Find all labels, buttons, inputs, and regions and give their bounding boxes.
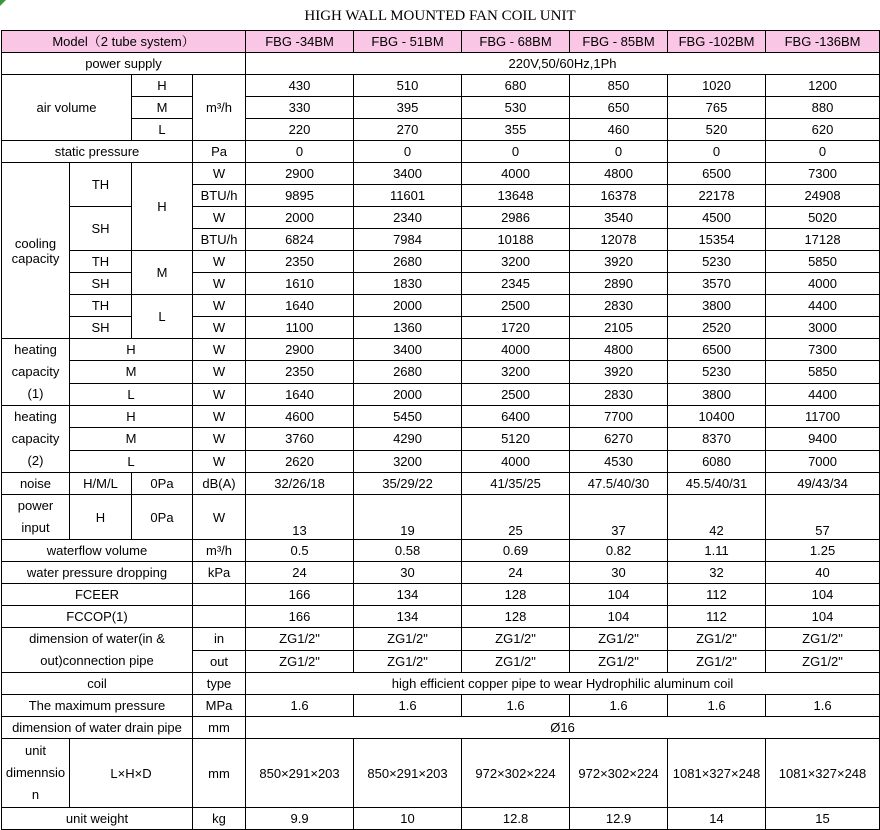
value-cell: 2900 [246,339,354,361]
value-cell: 6080 [668,450,766,472]
level-label: H [70,406,193,428]
value-cell: 3400 [354,163,462,185]
unit-label: BTU/h [193,229,246,251]
value-cell: 3760 [246,428,354,450]
value-cell: 1081×327×248 [668,739,766,808]
value-cell: 3920 [570,361,668,383]
value-cell: 1640 [246,383,354,405]
value-cell: 8370 [668,428,766,450]
value-cell: 2340 [354,207,462,229]
cell-line: capacity [11,250,60,266]
level-label: L×H×D [70,739,193,808]
level-label: M [132,251,193,295]
unit-label: out [193,650,246,673]
value-cell: 49/43/34 [766,473,880,495]
value-cell: 680 [462,75,570,97]
value-cell: 2500 [462,295,570,317]
level-label: L [132,295,193,339]
row-label [2,163,70,339]
value-cell: 850 [570,75,668,97]
value-cell: 1200 [766,75,880,97]
value-cell: 1100 [246,317,354,339]
level-label: L [70,450,193,472]
value-cell: 5020 [766,207,880,229]
value-cell: 220V,50/60Hz,1Ph [246,53,880,75]
row-fccop [2,606,880,628]
value-cell: 972×302×224 [462,739,570,808]
value-cell: 4000 [766,273,880,295]
value-cell: 30 [570,562,668,584]
value-cell: 166 [246,584,354,606]
value-cell: 4000 [462,163,570,185]
value-cell: 1640 [246,295,354,317]
value-cell: 1.11 [668,540,766,562]
value-cell: 2830 [570,383,668,405]
value-cell: 4800 [570,163,668,185]
type-label: TH [70,251,132,273]
level-label: H/M/L [70,473,132,495]
row-label [2,406,70,473]
value-cell: 0 [246,141,354,163]
unit-label: mm [193,739,246,808]
value-cell: 12.9 [570,808,668,830]
value-cell: 3200 [462,361,570,383]
unit-label: W [193,383,246,405]
row-cool-th-l [2,295,880,317]
row-heat1-l [2,383,880,405]
value-cell: 0.82 [570,540,668,562]
value-cell: 355 [462,119,570,141]
unit-label: m³/h [193,540,246,562]
value-cell: 5120 [462,428,570,450]
row-label: waterflow volume [2,540,193,562]
value-cell: 2105 [570,317,668,339]
value-cell: 166 [246,606,354,628]
value-cell: 0.58 [354,540,462,562]
unit-label: W [193,495,246,540]
value-cell: 9895 [246,185,354,207]
value-cell: ZG1/2" [570,628,668,651]
value-cell: Ø16 [246,717,880,739]
value-cell: 4400 [766,383,880,405]
cell-line: capacity [11,431,60,446]
value-cell: 32 [668,562,766,584]
row-fceer [2,584,880,606]
value-cell: 5230 [668,361,766,383]
value-cell: 1.6 [570,695,668,717]
value-cell: high efficient copper pipe to wear Hydrophilic aluminum coil [246,673,880,695]
type-label: SH [70,207,132,251]
value-cell: 37 [570,495,668,540]
unit-label [193,584,246,606]
cell-line: capacity [11,364,60,379]
row-power-supply [2,53,880,75]
page-title: HIGH WALL MOUNTED FAN COIL UNIT [304,8,576,24]
row-label: static pressure [2,141,193,163]
cell-line: heating [14,409,57,424]
value-cell: ZG1/2" [668,628,766,651]
value-cell: 45.5/40/31 [668,473,766,495]
value-cell: 7300 [766,163,880,185]
value-cell: 2620 [246,450,354,472]
cell-line: out)connection pipe [40,653,154,668]
value-cell: 30 [354,562,462,584]
row-heat1-m [2,361,880,383]
unit-label: W [193,361,246,383]
header-row [2,31,880,53]
value-cell: 2350 [246,361,354,383]
unit-label: type [193,673,246,695]
unit-label: W [193,339,246,361]
row-air-volume-m [2,97,880,119]
value-cell: 104 [570,584,668,606]
cell-line: heating [14,342,57,357]
row-air-volume-l [2,119,880,141]
row-label [2,739,70,808]
value-cell: 1020 [668,75,766,97]
value-cell: ZG1/2" [668,650,766,673]
value-cell: 11700 [766,406,880,428]
value-cell: 5450 [354,406,462,428]
unit-label: mm [193,717,246,739]
value-cell: 6270 [570,428,668,450]
value-cell: 32/26/18 [246,473,354,495]
value-cell: 7000 [766,450,880,472]
value-cell: 0 [668,141,766,163]
model-name: FBG -136BM [766,31,880,53]
value-cell: 15354 [668,229,766,251]
unit-label: W [193,251,246,273]
row-coil [2,673,880,695]
value-cell: 10 [354,808,462,830]
value-cell: 3800 [668,383,766,405]
cell-line: unit [25,743,46,758]
value-cell: 10188 [462,229,570,251]
value-cell: 13 [246,495,354,540]
type-label: SH [70,273,132,295]
value-cell: 1.6 [246,695,354,717]
row-cool-th-h-w [2,163,880,185]
unit-label: W [193,406,246,428]
value-cell: 6500 [668,163,766,185]
row-label: power supply [2,53,246,75]
type-label: TH [70,163,132,207]
value-cell: 4290 [354,428,462,450]
spec-table-body [2,31,880,830]
unit-label: W [193,428,246,450]
cell-line: n [31,787,40,802]
value-cell: ZG1/2" [354,650,462,673]
value-cell: 2986 [462,207,570,229]
value-cell: 2890 [570,273,668,295]
value-cell: 6824 [246,229,354,251]
cell-line: (2) [27,453,44,468]
level-label: M [70,361,193,383]
cell-line: cooling [14,235,57,251]
value-cell: 112 [668,606,766,628]
row-noise [2,473,880,495]
value-cell: 13648 [462,185,570,207]
cell-line: power [17,498,54,513]
value-cell: 3000 [766,317,880,339]
value-cell: 1.6 [462,695,570,717]
value-cell: 0.69 [462,540,570,562]
value-cell: 4800 [570,339,668,361]
value-cell: 25 [462,495,570,540]
value-cell: 5850 [766,251,880,273]
value-cell: 47.5/40/30 [570,473,668,495]
value-cell: 4500 [668,207,766,229]
row-waterflow [2,540,880,562]
cell-line: dimennsio [5,765,66,780]
value-cell: 2000 [354,295,462,317]
value-cell: 220 [246,119,354,141]
row-label: dimension of water drain pipe [2,717,193,739]
value-cell: 57 [766,495,880,540]
row-label [2,628,193,673]
row-label: coil [2,673,193,695]
level-label: H [132,163,193,251]
value-cell: 10400 [668,406,766,428]
value-cell: 4000 [462,339,570,361]
model-name: FBG - 85BM [570,31,668,53]
condition-label: 0Pa [132,495,193,540]
value-cell: 6500 [668,339,766,361]
row-label: air volume [2,75,132,141]
value-cell: 530 [462,97,570,119]
value-cell: 4530 [570,450,668,472]
unit-label: W [193,207,246,229]
type-label: TH [70,295,132,317]
spec-table [1,30,880,830]
level-label: M [70,428,193,450]
type-label: SH [70,317,132,339]
value-cell: 5230 [668,251,766,273]
value-cell: 7984 [354,229,462,251]
value-cell: 104 [766,606,880,628]
level-label: M [132,97,193,119]
value-cell: 3200 [354,450,462,472]
value-cell: 128 [462,606,570,628]
unit-label: W [193,273,246,295]
value-cell: 2350 [246,251,354,273]
value-cell: 510 [354,75,462,97]
value-cell: 9.9 [246,808,354,830]
row-drain [2,717,880,739]
value-cell: 2345 [462,273,570,295]
value-cell: 24908 [766,185,880,207]
value-cell: 35/29/22 [354,473,462,495]
value-cell: 15 [766,808,880,830]
value-cell: ZG1/2" [462,650,570,673]
value-cell: 3570 [668,273,766,295]
value-cell: 2500 [462,383,570,405]
value-cell: 3200 [462,251,570,273]
value-cell: ZG1/2" [462,628,570,651]
value-cell: 0 [570,141,668,163]
unit-label: Pa [193,141,246,163]
value-cell: 520 [668,119,766,141]
value-cell: 1610 [246,273,354,295]
value-cell: 7700 [570,406,668,428]
value-cell: 880 [766,97,880,119]
value-cell: 620 [766,119,880,141]
value-cell: 1360 [354,317,462,339]
value-cell: 0 [354,141,462,163]
value-cell: 765 [668,97,766,119]
value-cell: 17128 [766,229,880,251]
row-label: FCEER [2,584,193,606]
row-pipe-in [2,628,880,651]
unit-label: W [193,450,246,472]
value-cell: 0 [462,141,570,163]
model-name: FBG -102BM [668,31,766,53]
level-label: H [132,75,193,97]
row-max-pressure [2,695,880,717]
unit-label: BTU/h [193,185,246,207]
row-heat2-h [2,406,880,428]
value-cell: 0.5 [246,540,354,562]
row-heat2-l [2,450,880,472]
value-cell: ZG1/2" [766,650,880,673]
value-cell: 3800 [668,295,766,317]
value-cell: 7300 [766,339,880,361]
row-label [2,339,70,406]
unit-label: W [193,295,246,317]
row-label [2,495,70,540]
value-cell: 2900 [246,163,354,185]
value-cell: 330 [246,97,354,119]
value-cell: 650 [570,97,668,119]
row-water-pressure [2,562,880,584]
value-cell: 270 [354,119,462,141]
model-header: Model（2 tube system） [2,31,246,53]
level-label: H [70,339,193,361]
unit-label: W [193,163,246,185]
row-heat1-h [2,339,880,361]
condition-label: 0Pa [132,473,193,495]
row-label: FCCOP(1) [2,606,193,628]
unit-label [193,606,246,628]
row-power-input [2,495,880,540]
row-label: The maximum pressure [2,695,193,717]
row-weight [2,808,880,830]
value-cell: 850×291×203 [354,739,462,808]
value-cell: 1.25 [766,540,880,562]
value-cell: 40 [766,562,880,584]
row-cool-th-m [2,251,880,273]
unit-label: in [193,628,246,651]
cell-line: dimension of water(in & [29,631,165,646]
model-name: FBG - 68BM [462,31,570,53]
value-cell: 19 [354,495,462,540]
value-cell: 9400 [766,428,880,450]
value-cell: 128 [462,584,570,606]
value-cell: 2520 [668,317,766,339]
cell-line: (1) [27,386,44,401]
value-cell: 972×302×224 [570,739,668,808]
value-cell: ZG1/2" [246,650,354,673]
value-cell: 24 [246,562,354,584]
cell-line: input [21,520,50,535]
value-cell: 12078 [570,229,668,251]
value-cell: 4600 [246,406,354,428]
value-cell: 1081×327×248 [766,739,880,808]
unit-label: m³/h [193,75,246,141]
value-cell: 134 [354,584,462,606]
value-cell: 2680 [354,361,462,383]
value-cell: 41/35/25 [462,473,570,495]
value-cell: 1720 [462,317,570,339]
model-name: FBG -34BM [246,31,354,53]
value-cell: 104 [766,584,880,606]
value-cell: 16378 [570,185,668,207]
value-cell: 3920 [570,251,668,273]
value-cell: 1.6 [354,695,462,717]
row-dimension-1 [2,739,880,772]
value-cell: 4400 [766,295,880,317]
value-cell: 3540 [570,207,668,229]
row-label: unit weight [2,808,193,830]
value-cell: 2830 [570,295,668,317]
row-label: water pressure dropping [2,562,193,584]
value-cell: 11601 [354,185,462,207]
value-cell: ZG1/2" [570,650,668,673]
value-cell: 134 [354,606,462,628]
level-label: L [70,383,193,405]
value-cell: 5850 [766,361,880,383]
value-cell: ZG1/2" [766,628,880,651]
value-cell: 430 [246,75,354,97]
value-cell: ZG1/2" [354,628,462,651]
value-cell: 22178 [668,185,766,207]
value-cell: 6400 [462,406,570,428]
model-name: FBG - 51BM [354,31,462,53]
value-cell: 1.6 [766,695,880,717]
value-cell: 395 [354,97,462,119]
value-cell: 1830 [354,273,462,295]
value-cell: 24 [462,562,570,584]
value-cell: 12.8 [462,808,570,830]
row-air-volume-h [2,75,880,97]
row-label: noise [2,473,70,495]
unit-label: kg [193,808,246,830]
level-label: L [132,119,193,141]
row-heat2-m [2,428,880,450]
value-cell: 3400 [354,339,462,361]
value-cell: 1.6 [668,695,766,717]
value-cell: 42 [668,495,766,540]
value-cell: 2000 [246,207,354,229]
value-cell: 112 [668,584,766,606]
unit-label: kPa [193,562,246,584]
value-cell: 104 [570,606,668,628]
value-cell: 14 [668,808,766,830]
unit-label: MPa [193,695,246,717]
unit-label: dB(A) [193,473,246,495]
value-cell: 0 [766,141,880,163]
value-cell: 850×291×203 [246,739,354,808]
value-cell: 2000 [354,383,462,405]
value-cell: 4000 [462,450,570,472]
value-cell: 2680 [354,251,462,273]
unit-label: W [193,317,246,339]
value-cell: ZG1/2" [246,628,354,651]
row-static-pressure [2,141,880,163]
level-label: H [70,495,132,540]
value-cell: 460 [570,119,668,141]
